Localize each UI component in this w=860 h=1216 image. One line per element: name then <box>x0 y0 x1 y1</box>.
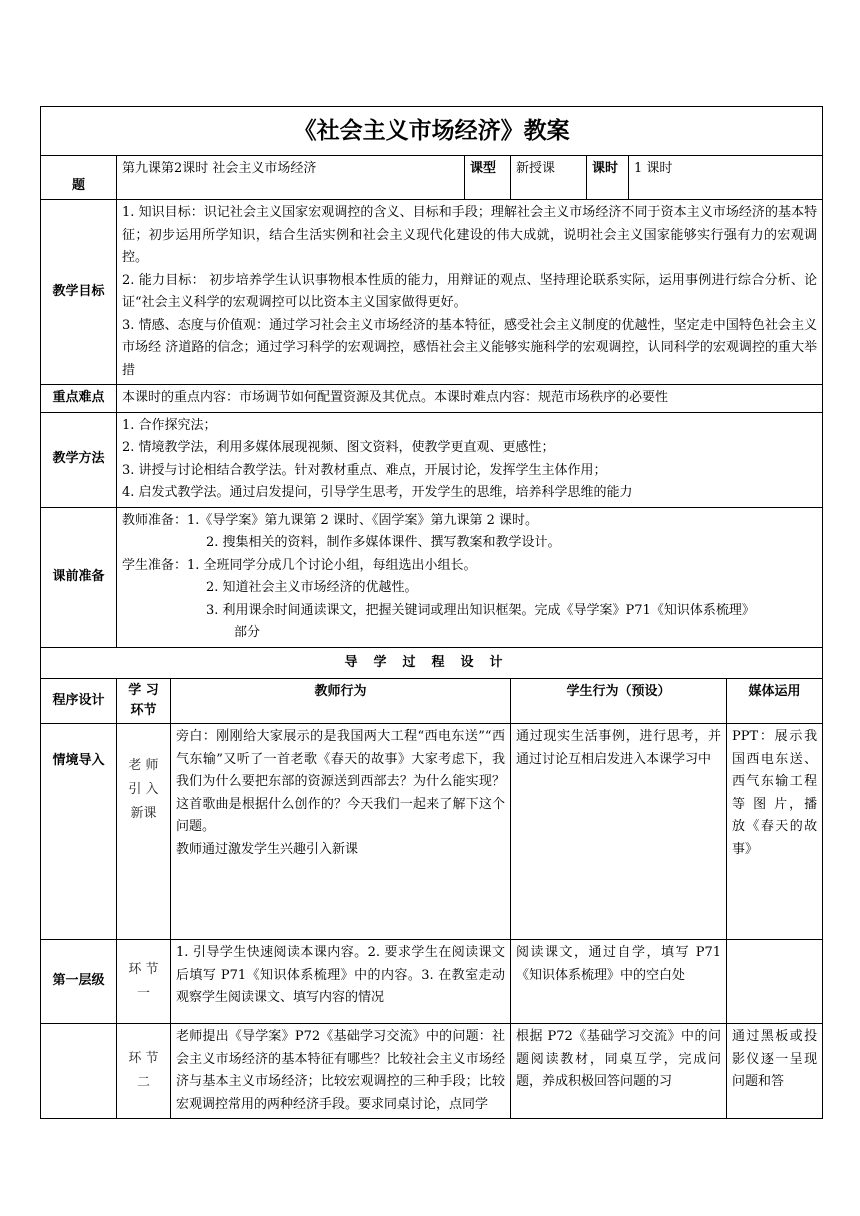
media-cell <box>727 940 823 1024</box>
student-prep-line: 2. 知道社会主义市场经济的优越性。 <box>206 580 418 595</box>
student-text: 根据 P72《基础学习交流》中的问题阅读教材，同桌互学，完成问题，养成积极回答问题的习 <box>516 1029 721 1089</box>
objectives-content <box>117 200 823 385</box>
methods-content <box>117 412 823 507</box>
student-cell <box>511 724 727 940</box>
hours-label: 课时 <box>587 156 629 200</box>
method-item: 4. 启发式教学法。通过启发提问，引导学生思考，开发学生的思维，培养科学思维的能力 <box>122 485 633 500</box>
student-cell <box>511 1024 727 1119</box>
program-cell: 第一层级 <box>41 940 117 1024</box>
objective-item: 3. 情感、态度与价值观：通过学习社会主义市场经济的基本特征，感受社会主义制度的优越性，坚定走中国特色社会主义市场经 济道路的信念；通过学习科学的宏观调控，感悟社会主义能够实施科学的宏观调控，认同科学的宏观调控的重大举措 <box>122 317 818 378</box>
stage-cell: 环 节 二 <box>117 1024 171 1119</box>
student-cell <box>511 940 727 1024</box>
hours-value: 1 课时 <box>629 156 823 200</box>
type-value: 新授课 <box>511 156 587 200</box>
method-item: 3. 讲授与讨论相结合教学法。针对教材重点、难点，开展讨论，发挥学生主体作用； <box>122 462 607 478</box>
media-cell: PPT：展示我国西电东送、西气东输工程 等 图 片，播放《春天的故事》 <box>727 724 823 940</box>
lesson-plan <box>40 106 822 1119</box>
method-item: 1. 合作探究法； <box>122 417 217 433</box>
media-cell: 通过黑板或投影仪逐一呈现问题和答 <box>727 1024 823 1119</box>
preparation-content <box>117 507 823 647</box>
student-text: 通过现实生活事例，进行思考，并通过讨论互相启发进入本课学习中 <box>516 729 721 767</box>
objective-item: 1. 知识目标：识记社会主义国家宏观调控的含义、目标和手段；理解社会主义市场经济不同于资本主义市场经济的基本特征；初步运用所学知识，结合生活实例和社会主义现代化建设的伟大成就，说明社会主义国家能够实行强有力的宏观调控。 <box>122 205 818 265</box>
teacher-cell <box>171 724 511 940</box>
teacher-text: 1. 引导学生快速阅读本课内容。2. 要求学生在阅读课文后填写 P71《知识体系梳理》中的内容。3. 在教室走动观察学生阅读课文、填写内容的情况 <box>176 945 505 1005</box>
student-text: 阅读课文，通过自学，填写 P71《知识体系梳理》中的空白处 <box>516 945 721 983</box>
program-cell: 情境导入 <box>41 724 117 940</box>
table-row <box>41 1024 823 1119</box>
methods-label: 教学方法 <box>41 412 117 507</box>
teacher-header: 教师行为 <box>171 679 511 724</box>
stage-cell: 老 师 引 入 新课 <box>117 724 171 940</box>
page-title: 《社会主义市场经济》教案 <box>41 107 823 156</box>
program-header: 程序设计 <box>41 679 117 724</box>
teacher-prep-line: 教师准备：1.《导学案》第九课第 2 课时、《固学案》第九课第 2 课时。 <box>122 512 538 528</box>
method-item: 2. 情境教学法，利用多媒体展现视频、图文资料，使教学更直观、更感性； <box>122 440 555 455</box>
teacher-text: 教师通过激发学生兴趣引入新课 <box>176 841 359 857</box>
program-cell <box>41 1024 117 1119</box>
objectives-label: 教学目标 <box>41 200 117 385</box>
key-points-label: 重点难点 <box>41 385 117 413</box>
table-row <box>41 940 823 1024</box>
student-header: 学生行为（预设） <box>511 679 727 724</box>
teacher-cell <box>171 940 511 1024</box>
objective-item: 2. 能力目标： 初步培养学生认识事物根本性质的能力，用辩证的观点、坚持理论联系实际，运用事例进行综合分析、论证“社会主义科学的宏观调控可以比资本主义国家做得更好。 <box>122 272 818 310</box>
topic-label: 题 <box>41 156 117 200</box>
preparation-label: 课前准备 <box>41 507 117 647</box>
lesson-plan-table <box>40 106 823 1119</box>
guide-title: 导学过程设计 <box>41 647 823 679</box>
teacher-text: 老师提出《导学案》P72《基础学习交流》中的问题：社会主义市场经济的基本特征有哪些？比较社会主义市场经济与基本主义市场经济；比较宏观调控的三种手段；比较宏观调控常用的两种经济手段。要求同桌讨论，点同学 <box>176 1029 505 1112</box>
student-prep-line: 部分 <box>234 625 261 640</box>
key-points-text: 本课时的重点内容：市场调节如何配置资源及其优点。本课时难点内容：规范市场秩序的必要性 <box>117 385 823 413</box>
teacher-text: 旁白：刚刚给大家展示的是我国两大工程“西电东送”“西气东输”又听了一首老歌《春天的故事》大家考虑下，我我们为什么要把东部的资源送到西部去？为什么能实现？这首歌曲是根据什么创作的？今天我们一起来了解下这个问题。 <box>176 729 505 834</box>
stage-cell: 环 节 一 <box>117 940 171 1024</box>
media-header: 媒体运用 <box>727 679 823 724</box>
student-prep-line: 学生准备：1. 全班同学分成几个讨论小组，每组选出小组长。 <box>122 557 477 573</box>
table-row <box>41 724 823 940</box>
teacher-prep-line: 2. 搜集相关的资料，制作多媒体课件、撰写教案和教学设计。 <box>206 535 561 550</box>
stage-header: 学 习 环节 <box>117 679 171 724</box>
topic-value: 第九课第2课时 社会主义市场经济 <box>117 156 465 200</box>
type-label: 课型 <box>465 156 511 200</box>
teacher-cell <box>171 1024 511 1119</box>
student-prep-line: 3. 利用课余时间通读课文，把握关键词或理出知识框架。完成《导学案》P71《知识体系梳理》 <box>206 602 755 618</box>
